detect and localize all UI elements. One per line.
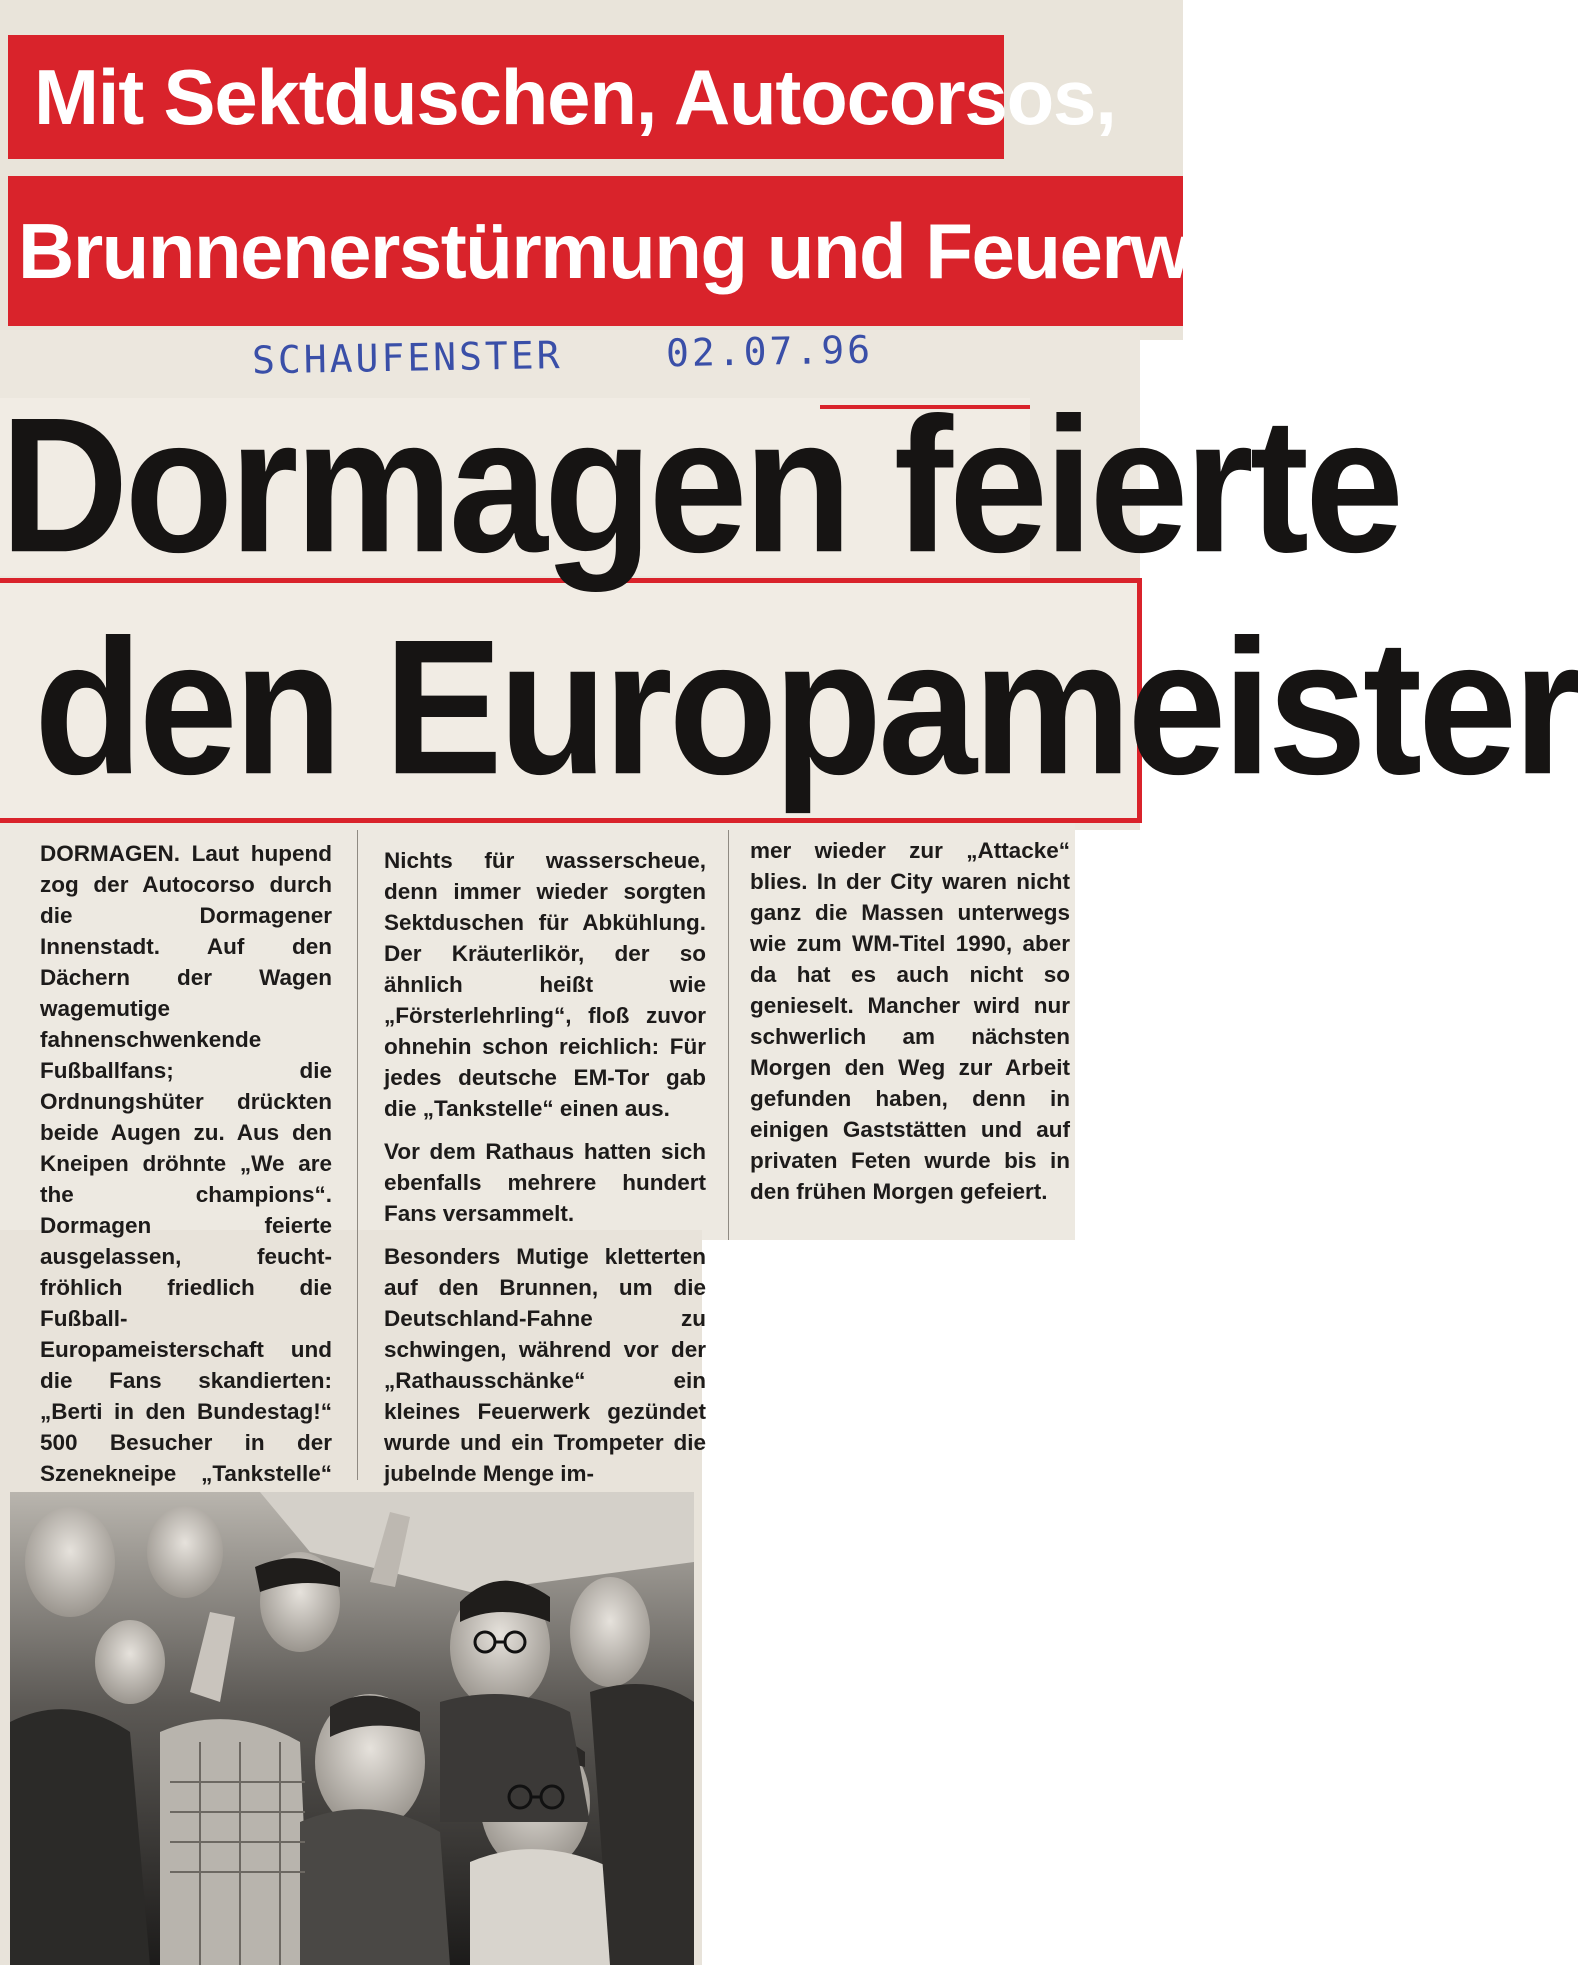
crowd-photo — [10, 1492, 694, 1965]
headline-line-2: den Europameister — [34, 599, 1578, 815]
handwritten-source: SCHAUFENSTER — [251, 333, 563, 383]
column-divider — [357, 830, 358, 1480]
article-paragraph: Vor dem Rathaus hatten sich ebenfalls mehrere hundert Fans versammelt. — [384, 1139, 706, 1226]
article-paragraph: Nichts für wasserscheue, denn immer wieder sorgten Sektduschen für Abkühlung. Der Kräuterlikör, der so ähnlich heißt wie „Försterlehrling“, floß zuvor ohnehin schon reichlich: Für jedes deutsche EM-Tor gab die „Tankstelle“ einen aus. — [384, 848, 706, 1121]
column-divider — [728, 830, 729, 1240]
empty-area — [720, 1240, 1183, 1965]
headline-line-1: Dormagen feierte — [0, 377, 1400, 593]
article-paragraph: DORMAGEN. Laut hupend zog der Autocorso durch die Dormagener Innenstadt. Auf den Dächern der Wagen wagemutige fahnenschwenkende Fußballfans; die Ordnungshüter drückten beide Augen zu. Aus den Kneipen dröhnte „We are the champions“. Dormagen feierte ausgelassen, feucht-fröhlich friedlich die Fußball-Europameisterschaft und die Fans skandierten: „Berti in den Bundestag!“ 500 Besucher in der Szenekneipe „Tankstelle“ — [40, 841, 332, 1486]
article-column-3 — [750, 835, 1070, 1219]
headline-banner-1: Mit Sektduschen, Autocorsos, — [8, 35, 1004, 159]
handwritten-date: 02.07.96 — [665, 327, 874, 376]
headline-banner-2: Brunnenerstürmung und Feuerwerk: — [8, 176, 1183, 326]
article-paragraph: mer wieder zur „Attacke“ blies. In der City waren nicht ganz die Massen unterwegs wie zum WM-Titel 1990, aber da hat es auch nicht so genieselt. Mancher wird nur schwerlich am nächsten Morgen den Weg zur Arbeit gefunden haben, denn in einigen Gaststätten und auf privaten Feten wurde bis in den frühen Morgen gefeiert. — [750, 838, 1070, 1204]
crowd-photo-image — [10, 1492, 694, 1965]
article-paragraph: Besonders Mutige kletterten auf den Brunnen, um die Deutschland-Fahne zu schwingen, während vor der „Rathausschänke“ ein kleines Feuerwerk gezündet wurde und ein Trompeter die jubelnde Menge im- — [384, 1244, 706, 1486]
article-column-2 — [384, 845, 706, 1501]
